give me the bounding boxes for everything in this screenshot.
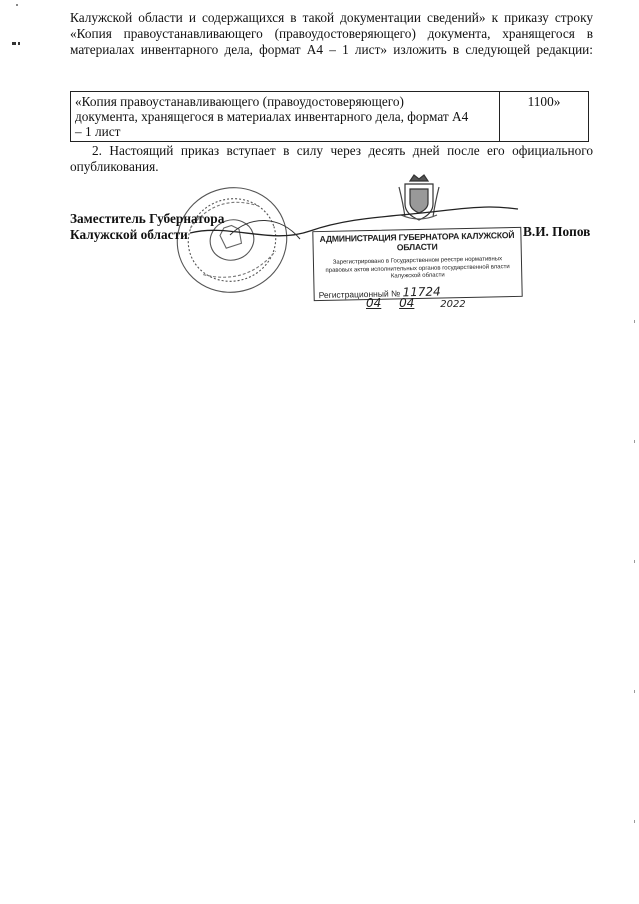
stamp-title: АДМИНИСТРАЦИЯ ГУБЕРНАТОРА КАЛУЖСКОЙ ОБЛАСТИ — [319, 229, 515, 253]
text-line: Калужской области и содержащихся в такой документации сведений» к приказу строку — [70, 10, 593, 25]
registration-stamp — [312, 227, 522, 301]
stamp-body-line: Калужской области — [390, 272, 445, 280]
text-line: материалах инвентарного дела, формат А4 – 1 лист» изложить в следующей редакции: — [70, 42, 593, 57]
reg-date-month: 04 — [399, 296, 415, 310]
text-line: 2. Настоящий приказ вступает в силу через десять дней после его официального — [92, 143, 593, 158]
registration-date — [366, 296, 466, 310]
stamp-body-line: Зарегистрировано в Государственном реестре нормативных — [332, 256, 503, 266]
text-line: документа, хранящегося в материалах инвентарного дела, формат А4 — [75, 109, 469, 124]
reg-number: 11724 — [402, 284, 441, 299]
scan-artifact — [634, 690, 635, 693]
table-cell-description — [71, 92, 500, 142]
position-line: Калужской области — [70, 227, 188, 242]
reg-date-year: 2022 — [440, 299, 466, 310]
stamp-body-line: правовых актов исполнительных органов государственной власти — [325, 263, 510, 274]
position-line: Заместитель Губернатора — [70, 211, 225, 226]
paragraph-effective — [70, 143, 593, 175]
text-line: «Копия правоустанавливающего (правоудостоверяющего) документа, хранящегося в — [70, 26, 593, 41]
reg-label: Регистрационный № — [318, 287, 401, 300]
text-line: опубликования. — [70, 159, 159, 174]
text-line: – 1 лист — [75, 124, 121, 139]
scan-artifact — [634, 320, 635, 323]
amendment-table — [70, 91, 589, 142]
text-line: «Копия правоустанавливающего (правоудостоверяющего) — [75, 94, 404, 109]
scan-artifact — [634, 560, 635, 563]
table-cell-price: 1100» — [500, 92, 589, 142]
reg-date-day: 04 — [366, 296, 382, 310]
scan-artifact — [12, 42, 16, 45]
scan-artifact — [634, 820, 635, 823]
scan-artifact — [634, 440, 635, 443]
scan-artifact — [16, 4, 18, 6]
scan-artifact — [18, 42, 20, 45]
paragraph-amendment — [70, 10, 593, 58]
signatory-name: В.И. Попов — [523, 224, 591, 239]
stamp-body — [314, 256, 521, 283]
table-row — [71, 92, 589, 142]
